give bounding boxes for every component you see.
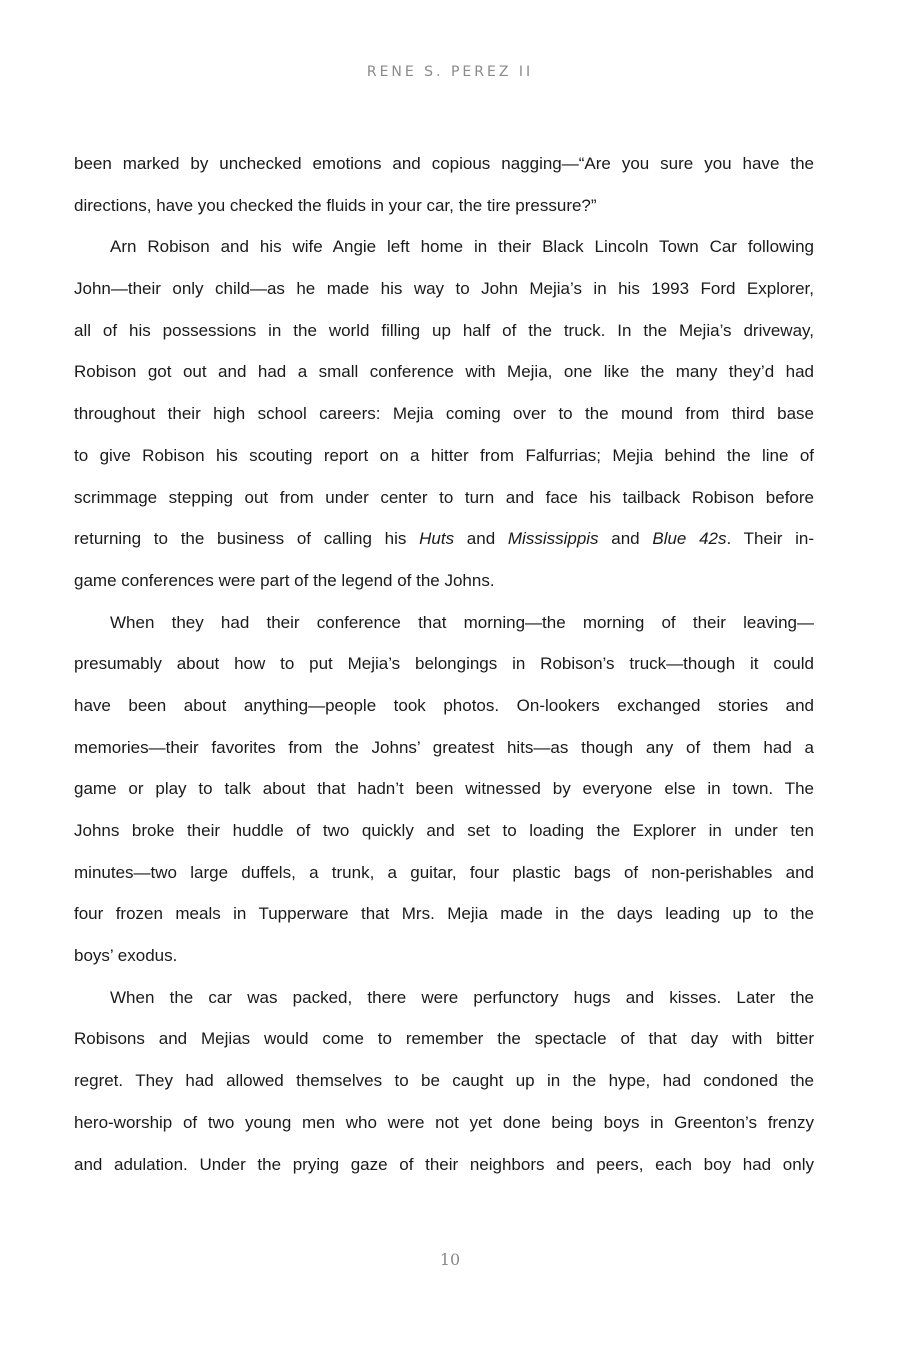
italic-text-blue-42s: Blue 42s: [652, 529, 727, 549]
text-line: hero-worship of two young men who were not yet done being boys in Greenton’s frenzy: [74, 1112, 814, 1132]
text-run: returning to the business of calling his: [74, 529, 420, 549]
paragraph-first-line: When the car was packed, there were perfunctory hugs and kisses. Later the: [110, 987, 814, 1007]
text-line: memories—their favorites from the Johns’ greatest hits—as though any of them had a: [74, 737, 814, 757]
text-line: have been about anything—people took photos. On-lookers exchanged stories and: [74, 695, 814, 715]
text-line: directions, have you checked the fluids in your car, the tire pressure?”: [74, 195, 597, 215]
paragraph-first-line: Arn Robison and his wife Angie left home in their Black Lincoln Town Car following: [110, 237, 814, 257]
text-line: four frozen meals in Tupperware that Mrs. Mejia made in the days leading up to the: [74, 904, 814, 924]
italic-text-huts: Huts: [419, 529, 455, 549]
text-line-with-italics: [74, 518, 814, 560]
text-line: Johns broke their huddle of two quickly and set to loading the Explorer in under ten: [74, 821, 814, 840]
text-line: presumably about how to put Mejia’s belongings in Robison’s truck—though it could: [74, 654, 814, 674]
text-line: boys’ exodus.: [74, 946, 178, 966]
text-line: game conferences were part of the legend of the Johns.: [74, 570, 495, 590]
text-line: Robison got out and had a small conference with Mejia, one like the many they’d had: [74, 362, 814, 382]
text-line: scrimmage stepping out from under center to turn and face his tailback Robison before: [74, 487, 814, 507]
text-run: and: [598, 529, 653, 549]
text-line: throughout their high school careers: Mejia coming over to the mound from third base: [74, 404, 814, 424]
body-text: [74, 143, 814, 1185]
text-line: minutes—two large duffels, a trunk, a guitar, four plastic bags of non-perishables and: [74, 862, 814, 882]
text-line: all of his possessions in the world filling up half of the truck. In the Mejia’s driveway,: [74, 320, 814, 340]
text-line: to give Robison his scouting report on a hitter from Falfurrias; Mejia behind the line of: [74, 445, 814, 465]
italic-text-mississippis: Mississippis: [507, 529, 599, 549]
text-line: Robisons and Mejias would come to remember the spectacle of that day with bitter: [74, 1029, 814, 1049]
page-number: 10: [439, 1250, 461, 1269]
text-line: and adulation. Under the prying gaze of their neighbors and peers, each boy had only: [74, 1154, 814, 1174]
text-run: and: [454, 529, 508, 549]
running-head: RENE S. PEREZ II: [366, 64, 534, 80]
paragraph-first-line: When they had their conference that morning—the morning of their leaving—: [110, 612, 814, 632]
text-line: regret. They had allowed themselves to be caught up in the hype, had condoned the: [74, 1071, 814, 1091]
text-line: game or play to talk about that hadn’t been witnessed by everyone else in town. The: [74, 779, 814, 799]
text-line: been marked by unchecked emotions and copious nagging—“Are you sure you have the: [74, 154, 814, 173]
text-run: . Their in-: [726, 529, 814, 549]
text-line: John—their only child—as he made his way to John Mejia’s in his 1993 Ford Explorer,: [74, 279, 814, 299]
